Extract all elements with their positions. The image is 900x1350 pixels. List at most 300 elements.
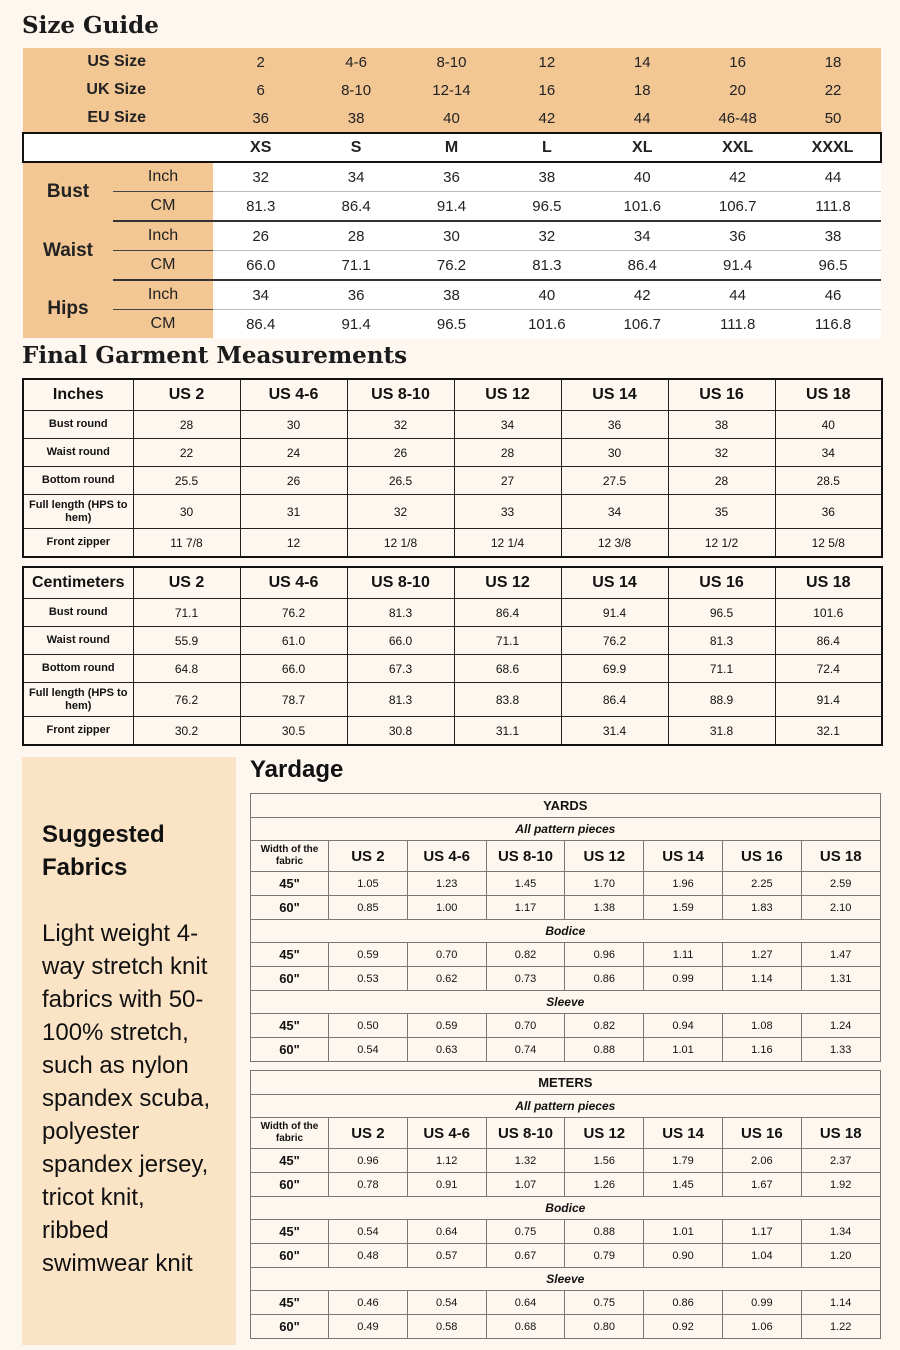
- yardage-cell: 1.11: [644, 943, 723, 967]
- unit-header: Inches: [23, 379, 133, 411]
- size-cell: 38: [308, 104, 403, 133]
- yardage-cell: 0.96: [329, 1149, 408, 1173]
- yardage-cell: 1.31: [801, 967, 880, 991]
- letter-size-cell: XL: [595, 133, 690, 162]
- measurement-cell: 32: [668, 439, 775, 467]
- fabric-width: 45": [251, 1149, 329, 1173]
- measure-value: 32: [499, 221, 594, 251]
- measurement-cell: 12 3/8: [561, 529, 668, 558]
- row-label: Bottom round: [23, 467, 133, 495]
- size-header: US 14: [644, 1118, 723, 1149]
- measure-value: 36: [404, 162, 499, 192]
- yardage-cell: 0.70: [486, 1014, 565, 1038]
- size-guide-title: Size Guide: [22, 12, 159, 39]
- size-header: US 4-6: [407, 1118, 486, 1149]
- section-title: Sleeve: [251, 1268, 881, 1291]
- yardage-cell: 0.48: [329, 1244, 408, 1268]
- yardage-cell: 1.47: [801, 943, 880, 967]
- size-cell: 50: [785, 104, 880, 133]
- yardage-cell: 1.34: [801, 1220, 880, 1244]
- yardage-cell: 0.75: [565, 1291, 644, 1315]
- fabric-width: 60": [251, 1173, 329, 1197]
- section-title: Bodice: [251, 1197, 881, 1220]
- size-header: US 18: [775, 567, 882, 599]
- measure-value: 76.2: [404, 251, 499, 281]
- measurement-cell: 71.1: [454, 627, 561, 655]
- measurement-cell: 34: [561, 495, 668, 529]
- size-cell: 4-6: [308, 48, 403, 76]
- measure-value: 71.1: [308, 251, 403, 281]
- yardage-cell: 1.08: [722, 1014, 801, 1038]
- measure-value: 86.4: [308, 192, 403, 222]
- measure-value: 26: [213, 221, 308, 251]
- measure-value: 91.4: [308, 310, 403, 339]
- yardage-cell: 0.85: [329, 896, 408, 920]
- measurement-cell: 12 1/4: [454, 529, 561, 558]
- measurement-cell: 26: [347, 439, 454, 467]
- letter-size-label-cell: [23, 133, 213, 162]
- section-title: All pattern pieces: [251, 818, 881, 841]
- yardage-cell: 1.04: [722, 1244, 801, 1268]
- measurement-cell: 34: [454, 411, 561, 439]
- size-header: US 12: [454, 567, 561, 599]
- measure-name: Hips: [23, 280, 113, 338]
- yardage-cell: 2.37: [801, 1149, 880, 1173]
- measure-name: Bust: [23, 162, 113, 221]
- measure-value: 111.8: [785, 192, 880, 222]
- yardage-cell: 1.14: [801, 1291, 880, 1315]
- yardage-cell: 1.79: [644, 1149, 723, 1173]
- letter-size-cell: XXXL: [785, 133, 880, 162]
- yardage-cell: 0.67: [486, 1244, 565, 1268]
- measure-value: 36: [308, 280, 403, 310]
- yardage-cell: 1.23: [407, 872, 486, 896]
- size-cell: 14: [595, 48, 690, 76]
- size-header: US 8-10: [486, 841, 565, 872]
- measure-value: 96.5: [785, 251, 880, 281]
- measure-value: 91.4: [690, 251, 785, 281]
- measurement-cell: 88.9: [668, 683, 775, 717]
- yardage-cell: 0.96: [565, 943, 644, 967]
- yardage-cell: 0.68: [486, 1315, 565, 1339]
- centimeters-measurements-table: [22, 566, 883, 746]
- measurement-cell: 32: [347, 411, 454, 439]
- unit-header: Centimeters: [23, 567, 133, 599]
- size-cell: 36: [213, 104, 308, 133]
- size-header: US 2: [133, 379, 240, 411]
- yardage-cell: 0.57: [407, 1244, 486, 1268]
- yardage-cell: 0.49: [329, 1315, 408, 1339]
- measure-name: Waist: [23, 221, 113, 280]
- size-header: US 8-10: [347, 567, 454, 599]
- measure-value: 36: [690, 221, 785, 251]
- size-header: US 12: [454, 379, 561, 411]
- yards-table: [250, 793, 881, 1062]
- suggested-fabrics-text: Light weight 4-way stretch knit fabrics with 50-100% stretch, such as nylon spandex scuba, polyester spandex jersey, tricot knit, ribbed swimwear knit: [42, 920, 211, 1277]
- measurement-cell: 12 1/8: [347, 529, 454, 558]
- unit-label: CM: [113, 251, 213, 281]
- measurement-cell: 31.4: [561, 717, 668, 746]
- measurement-cell: 64.8: [133, 655, 240, 683]
- measure-value: 42: [690, 162, 785, 192]
- inches-measurements-table: [22, 378, 883, 558]
- size-system-label: US Size: [23, 48, 213, 76]
- section-title: All pattern pieces: [251, 1095, 881, 1118]
- yardage-cell: 1.56: [565, 1149, 644, 1173]
- measurement-cell: 36: [561, 411, 668, 439]
- fabric-width: 60": [251, 1244, 329, 1268]
- measure-value: 34: [213, 280, 308, 310]
- measurement-cell: 22: [133, 439, 240, 467]
- measurement-cell: 71.1: [133, 599, 240, 627]
- measure-value: 38: [404, 280, 499, 310]
- row-label: Full length (HPS to hem): [23, 495, 133, 529]
- measurement-cell: 30: [240, 411, 347, 439]
- measure-value: 38: [785, 221, 880, 251]
- measurement-cell: 28: [454, 439, 561, 467]
- measure-value: 91.4: [404, 192, 499, 222]
- yardage-cell: 0.59: [407, 1014, 486, 1038]
- fabric-width: 45": [251, 872, 329, 896]
- measure-value: 38: [499, 162, 594, 192]
- measure-value: 81.3: [499, 251, 594, 281]
- yardage-cell: 0.59: [329, 943, 408, 967]
- measurement-cell: 38: [668, 411, 775, 439]
- size-cell: 20: [690, 76, 785, 104]
- measurement-cell: 83.8: [454, 683, 561, 717]
- measurement-cell: 24: [240, 439, 347, 467]
- yardage-cell: 0.91: [407, 1173, 486, 1197]
- measure-value: 30: [404, 221, 499, 251]
- unit-title: METERS: [251, 1071, 881, 1095]
- yardage-cell: 2.59: [801, 872, 880, 896]
- size-header: US 12: [565, 841, 644, 872]
- unit-label: Inch: [113, 162, 213, 192]
- size-header: US 16: [722, 1118, 801, 1149]
- measurement-cell: 31: [240, 495, 347, 529]
- measurement-cell: 35: [668, 495, 775, 529]
- size-header: US 16: [668, 567, 775, 599]
- measure-value: 101.6: [499, 310, 594, 339]
- size-guide-table: [22, 48, 882, 338]
- measure-value: 106.7: [690, 192, 785, 222]
- yardage-cell: 1.01: [644, 1220, 723, 1244]
- measurement-cell: 12 5/8: [775, 529, 882, 558]
- yardage-cell: 1.67: [722, 1173, 801, 1197]
- size-cell: 16: [690, 48, 785, 76]
- measure-value: 101.6: [595, 192, 690, 222]
- width-label: Width of the fabric: [251, 841, 329, 872]
- yardage-cell: 0.80: [565, 1315, 644, 1339]
- yardage-cell: 0.99: [644, 967, 723, 991]
- measure-value: 42: [595, 280, 690, 310]
- size-cell: 12-14: [404, 76, 499, 104]
- measurement-cell: 72.4: [775, 655, 882, 683]
- measure-value: 86.4: [213, 310, 308, 339]
- yardage-cell: 1.33: [801, 1038, 880, 1062]
- size-header: US 18: [801, 841, 880, 872]
- yardage-cell: 0.74: [486, 1038, 565, 1062]
- size-header: US 16: [668, 379, 775, 411]
- measure-value: 66.0: [213, 251, 308, 281]
- size-cell: 22: [785, 76, 880, 104]
- row-label: Bust round: [23, 599, 133, 627]
- size-header: US 14: [561, 379, 668, 411]
- fabric-width: 60": [251, 896, 329, 920]
- measure-value: 86.4: [595, 251, 690, 281]
- measure-value: 96.5: [499, 192, 594, 222]
- final-garment-title: Final Garment Measurements: [22, 342, 408, 369]
- yardage-cell: 0.86: [644, 1291, 723, 1315]
- yardage-cell: 0.88: [565, 1038, 644, 1062]
- yardage-cell: 1.59: [644, 896, 723, 920]
- yardage-cell: 0.78: [329, 1173, 408, 1197]
- size-system-label: EU Size: [23, 104, 213, 133]
- size-header: US 18: [775, 379, 882, 411]
- yardage-cell: 0.79: [565, 1244, 644, 1268]
- meters-table: [250, 1070, 881, 1339]
- yardage-cell: 1.96: [644, 872, 723, 896]
- fabric-width: 45": [251, 1220, 329, 1244]
- measurement-cell: 30.2: [133, 717, 240, 746]
- measurement-cell: 76.2: [561, 627, 668, 655]
- yardage-cell: 1.20: [801, 1244, 880, 1268]
- yardage-cell: 1.32: [486, 1149, 565, 1173]
- measurement-cell: 30.5: [240, 717, 347, 746]
- measurement-cell: 36: [775, 495, 882, 529]
- yardage-cell: 1.24: [801, 1014, 880, 1038]
- row-label: Waist round: [23, 439, 133, 467]
- letter-size-cell: XS: [213, 133, 308, 162]
- yardage-cell: 0.82: [486, 943, 565, 967]
- size-header: US 2: [329, 1118, 408, 1149]
- measurement-cell: 12: [240, 529, 347, 558]
- yardage-cell: 1.12: [407, 1149, 486, 1173]
- size-header: US 4-6: [240, 379, 347, 411]
- yardage-cell: 0.58: [407, 1315, 486, 1339]
- measurement-cell: 81.3: [668, 627, 775, 655]
- measurement-cell: 34: [775, 439, 882, 467]
- measurement-cell: 67.3: [347, 655, 454, 683]
- measurement-cell: 86.4: [454, 599, 561, 627]
- measure-value: 28: [308, 221, 403, 251]
- yardage-cell: 2.10: [801, 896, 880, 920]
- measure-value: 116.8: [785, 310, 880, 339]
- size-cell: 8-10: [308, 76, 403, 104]
- size-cell: 12: [499, 48, 594, 76]
- size-cell: 44: [595, 104, 690, 133]
- measurement-cell: 76.2: [240, 599, 347, 627]
- unit-label: CM: [113, 310, 213, 339]
- unit-label: Inch: [113, 280, 213, 310]
- yardage-cell: 1.38: [565, 896, 644, 920]
- measurement-cell: 31.1: [454, 717, 561, 746]
- measurement-cell: 30.8: [347, 717, 454, 746]
- section-title: Sleeve: [251, 991, 881, 1014]
- measure-value: 111.8: [690, 310, 785, 339]
- size-header: US 4-6: [240, 567, 347, 599]
- measure-value: 106.7: [595, 310, 690, 339]
- measurement-cell: 81.3: [347, 599, 454, 627]
- measurement-cell: 11 7/8: [133, 529, 240, 558]
- size-header: US 8-10: [486, 1118, 565, 1149]
- yardage-cell: 0.64: [486, 1291, 565, 1315]
- measurement-cell: 30: [561, 439, 668, 467]
- measurement-cell: 96.5: [668, 599, 775, 627]
- suggested-fabrics-title: Suggested Fabrics: [42, 821, 165, 881]
- fabric-width: 60": [251, 1038, 329, 1062]
- unit-label: CM: [113, 192, 213, 222]
- yardage-cell: 1.17: [722, 1220, 801, 1244]
- size-cell: 18: [595, 76, 690, 104]
- yardage-cell: 0.94: [644, 1014, 723, 1038]
- measurement-cell: 12 1/2: [668, 529, 775, 558]
- size-cell: 16: [499, 76, 594, 104]
- measurement-cell: 32: [347, 495, 454, 529]
- measurement-cell: 28.5: [775, 467, 882, 495]
- measurement-cell: 28: [133, 411, 240, 439]
- width-label: Width of the fabric: [251, 1118, 329, 1149]
- yardage-cell: 0.54: [329, 1038, 408, 1062]
- row-label: Bottom round: [23, 655, 133, 683]
- measurement-cell: 26: [240, 467, 347, 495]
- row-label: Full length (HPS to hem): [23, 683, 133, 717]
- yardage-cell: 1.00: [407, 896, 486, 920]
- measurement-cell: 27.5: [561, 467, 668, 495]
- size-header: US 14: [561, 567, 668, 599]
- yardage-cell: 0.82: [565, 1014, 644, 1038]
- yardage-cell: 1.17: [486, 896, 565, 920]
- section-title: Bodice: [251, 920, 881, 943]
- yardage-cell: 0.64: [407, 1220, 486, 1244]
- measure-value: 40: [595, 162, 690, 192]
- size-cell: 6: [213, 76, 308, 104]
- unit-label: Inch: [113, 221, 213, 251]
- yardage-cell: 1.83: [722, 896, 801, 920]
- yardage-title: Yardage: [250, 756, 344, 783]
- letter-size-cell: L: [499, 133, 594, 162]
- measurement-cell: 69.9: [561, 655, 668, 683]
- yardage-cell: 1.06: [722, 1315, 801, 1339]
- size-cell: 40: [404, 104, 499, 133]
- yardage-cell: 2.06: [722, 1149, 801, 1173]
- measurement-cell: 55.9: [133, 627, 240, 655]
- yardage-cell: 0.73: [486, 967, 565, 991]
- size-system-label: UK Size: [23, 76, 213, 104]
- size-cell: 2: [213, 48, 308, 76]
- size-header: US 18: [801, 1118, 880, 1149]
- fabric-width: 60": [251, 1315, 329, 1339]
- yardage-cell: 0.70: [407, 943, 486, 967]
- measurement-cell: 86.4: [561, 683, 668, 717]
- yardage-cell: 0.86: [565, 967, 644, 991]
- measure-value: 46: [785, 280, 880, 310]
- measurement-cell: 76.2: [133, 683, 240, 717]
- fabric-width: 60": [251, 967, 329, 991]
- size-header: US 12: [565, 1118, 644, 1149]
- size-header: US 16: [722, 841, 801, 872]
- measurement-cell: 33: [454, 495, 561, 529]
- measurement-cell: 40: [775, 411, 882, 439]
- yardage-cell: 0.53: [329, 967, 408, 991]
- yardage-cell: 0.54: [407, 1291, 486, 1315]
- measure-value: 81.3: [213, 192, 308, 222]
- measurement-cell: 31.8: [668, 717, 775, 746]
- measure-value: 32: [213, 162, 308, 192]
- yardage-cell: 1.45: [486, 872, 565, 896]
- yardage-cell: 0.75: [486, 1220, 565, 1244]
- size-header: US 4-6: [407, 841, 486, 872]
- yardage-cell: 1.22: [801, 1315, 880, 1339]
- size-header: US 8-10: [347, 379, 454, 411]
- row-label: Waist round: [23, 627, 133, 655]
- yardage-cell: 1.14: [722, 967, 801, 991]
- measure-value: 96.5: [404, 310, 499, 339]
- measure-value: 44: [785, 162, 880, 192]
- yardage-cell: 1.26: [565, 1173, 644, 1197]
- measurement-cell: 71.1: [668, 655, 775, 683]
- yardage-cell: 0.46: [329, 1291, 408, 1315]
- yardage-cell: 0.88: [565, 1220, 644, 1244]
- letter-size-cell: M: [404, 133, 499, 162]
- size-cell: 46-48: [690, 104, 785, 133]
- measurement-cell: 28: [668, 467, 775, 495]
- yardage-cell: 0.62: [407, 967, 486, 991]
- size-header: US 2: [329, 841, 408, 872]
- yardage-cell: 1.27: [722, 943, 801, 967]
- measure-value: 44: [690, 280, 785, 310]
- measurement-cell: 91.4: [561, 599, 668, 627]
- measurement-cell: 81.3: [347, 683, 454, 717]
- yardage-cell: 1.92: [801, 1173, 880, 1197]
- yardage-cell: 0.99: [722, 1291, 801, 1315]
- yardage-cell: 1.01: [644, 1038, 723, 1062]
- row-label: Front zipper: [23, 717, 133, 746]
- letter-size-cell: S: [308, 133, 403, 162]
- yardage-cell: 1.45: [644, 1173, 723, 1197]
- measurement-cell: 27: [454, 467, 561, 495]
- measure-value: 34: [595, 221, 690, 251]
- yardage-cell: 2.25: [722, 872, 801, 896]
- unit-title: YARDS: [251, 794, 881, 818]
- size-header: US 14: [644, 841, 723, 872]
- size-cell: 8-10: [404, 48, 499, 76]
- row-label: Front zipper: [23, 529, 133, 558]
- measurement-cell: 101.6: [775, 599, 882, 627]
- size-header: US 2: [133, 567, 240, 599]
- yardage-cell: 0.54: [329, 1220, 408, 1244]
- measure-value: 40: [499, 280, 594, 310]
- measurement-cell: 78.7: [240, 683, 347, 717]
- measurement-cell: 32.1: [775, 717, 882, 746]
- yardage-cell: 0.90: [644, 1244, 723, 1268]
- yardage-cell: 1.05: [329, 872, 408, 896]
- size-cell: 42: [499, 104, 594, 133]
- measurement-cell: 26.5: [347, 467, 454, 495]
- yardage-cell: 0.92: [644, 1315, 723, 1339]
- measurement-cell: 68.6: [454, 655, 561, 683]
- letter-size-cell: XXL: [690, 133, 785, 162]
- measurement-cell: 30: [133, 495, 240, 529]
- row-label: Bust round: [23, 411, 133, 439]
- measure-value: 34: [308, 162, 403, 192]
- fabric-width: 45": [251, 943, 329, 967]
- measurement-cell: 66.0: [240, 655, 347, 683]
- yardage-cell: 0.63: [407, 1038, 486, 1062]
- yardage-cell: 0.50: [329, 1014, 408, 1038]
- measurement-cell: 25.5: [133, 467, 240, 495]
- fabric-width: 45": [251, 1291, 329, 1315]
